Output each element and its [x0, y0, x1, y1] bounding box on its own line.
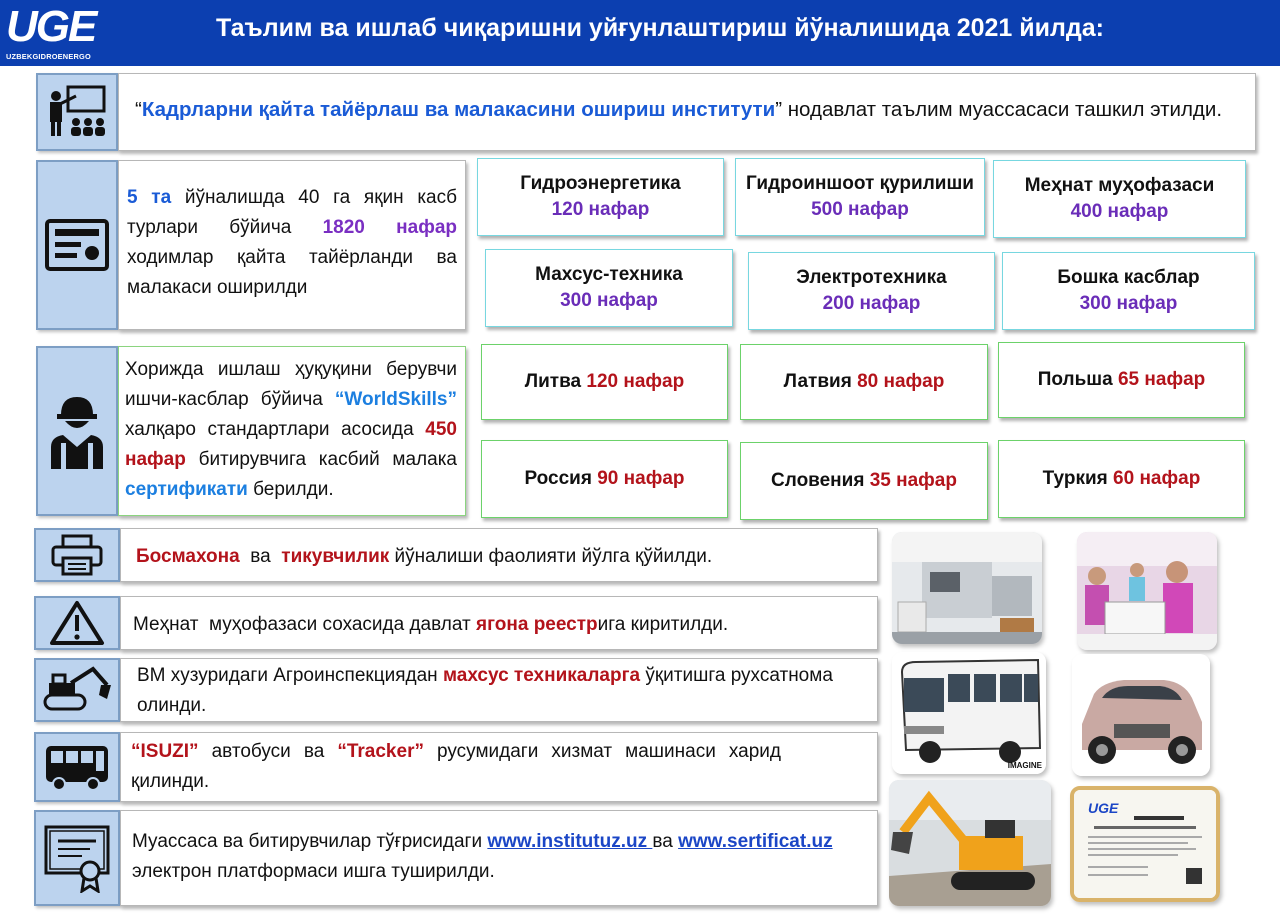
uge-logo: [4, 4, 102, 62]
stat-card-name: Гидроэнергетика: [520, 173, 681, 194]
country-value: 35 нафар: [869, 470, 957, 491]
bus-text: “ISUZI” автобуси ва “Tracker” русумидаги хизмат машинаси харид қилинди.: [131, 741, 781, 792]
stat-card-value: 300 нафар: [560, 290, 658, 311]
page-title: Таълим ва ишлаб чиқаришни уйғунлаштириш йўналишида 2021 йилда:: [215, 14, 1104, 42]
stat-card: [993, 160, 1246, 238]
certificate-logo: UGE: [1088, 800, 1119, 816]
worker-icon-tile: [36, 346, 118, 516]
excavator-icon-tile: [34, 658, 120, 722]
institute-name: Кадрларни қайта тайёрлаш ва малакасини ошириш институти: [141, 98, 776, 121]
stat-card-value: 500 нафар: [811, 199, 909, 220]
retraining-box: [118, 160, 466, 330]
country-value: 80 нафар: [857, 371, 945, 392]
stat-card: [485, 249, 733, 327]
stat-card-value: 120 нафар: [551, 199, 650, 220]
sertificat-link[interactable]: www.sertificat.uz: [678, 831, 833, 852]
diploma-icon: [42, 823, 112, 893]
sewing-workshop-photo: [1077, 532, 1217, 650]
excavator-icon: [41, 665, 113, 715]
bus-icon-tile: [34, 732, 120, 802]
institute-banner: [118, 73, 1256, 151]
web-text: Муассаса ва битирувчилар тўғрисидаги www.institutuz.uz ва www.sertificat.uz электрон платформаси ишга туширилди.: [132, 831, 833, 882]
printer-icon-tile: [34, 528, 120, 582]
country-card: [740, 344, 988, 420]
country-card: [481, 344, 728, 420]
stat-card-value: 300 нафар: [1079, 293, 1178, 314]
country-value: 90 нафар: [597, 468, 685, 489]
bus-row: [120, 732, 878, 802]
teacher-icon-tile: [36, 73, 118, 151]
certificate-photo: [1070, 786, 1220, 902]
warning-icon-tile: [34, 596, 120, 650]
stat-card: [748, 252, 995, 330]
retrained-count: 1820 нафар: [322, 217, 458, 238]
country-card: [998, 342, 1245, 418]
worldskills-brand: “WorldSkills”: [334, 389, 457, 410]
institutuz-link[interactable]: www.institutuz.uz: [487, 831, 653, 852]
stat-card: [735, 158, 985, 236]
country-name: Латвия: [783, 371, 852, 392]
stat-card-name: Электротехника: [796, 267, 947, 288]
stat-card-name: Махсус-техника: [535, 264, 683, 285]
country-name: Россия: [524, 468, 592, 489]
printing-row: [120, 528, 878, 582]
stat-card-name: Гидроиншоот қурилиши: [746, 173, 974, 194]
certificate-icon: [45, 219, 109, 271]
stat-card-value: 200 нафар: [822, 293, 921, 314]
country-value: 120 нафар: [586, 371, 685, 392]
stat-card-name: Бошка касблар: [1057, 267, 1200, 288]
stat-card-value: 400 нафар: [1070, 201, 1169, 222]
warning-icon: [49, 600, 105, 646]
agro-text: ВМ хузуридаги Агроинспекциядан махсус техникаларга ўқитишга рухсатнома олинди.: [137, 665, 833, 716]
worldskills-text: Хорижда ишлаш ҳуқуқини берувчи ишчи-касблар бўйича “WorldSkills” халқаро стандартлари асосида 450 нафар битирувчига касбий малака сертификати берилди.: [125, 359, 457, 500]
graduates-count: 450 нафар: [125, 419, 457, 470]
construction-worker-icon: [47, 391, 107, 471]
stat-card-name: Меҳнат муҳофазаси: [1024, 175, 1215, 196]
worldskills-box: [118, 346, 466, 516]
country-name: Туркия: [1042, 468, 1108, 489]
web-row: [120, 810, 878, 906]
logo-text: UGE: [6, 2, 96, 51]
country-card: [740, 442, 988, 520]
certificate-word: сертификати: [125, 479, 248, 500]
retraining-text: 5 та йўналишда 40 га яқин касб турлари бўйича 1820 нафар ходимлар қайта тайёрланди ва малакаси оширилди: [127, 187, 458, 298]
certificate-icon-tile: [36, 160, 118, 330]
directions-count: 5 та: [127, 187, 172, 208]
printing-machine-photo: [892, 532, 1042, 644]
country-name: Словения: [771, 470, 865, 491]
printing-text: Босмахона ва тикувчилик йўналиши фаолияти йўлга қўйилди.: [136, 546, 713, 567]
diploma-icon-tile: [34, 810, 120, 906]
safety-row: [120, 596, 878, 650]
safety-text: Меҳнат муҳофазаси сохасида давлат ягона реестрига киритилди.: [133, 614, 729, 635]
agro-row: [120, 658, 878, 722]
isuzu-bus-photo: [892, 652, 1046, 774]
logo-subtitle: UZBEKGIDROENERGO: [6, 52, 91, 61]
country-name: Польша: [1037, 369, 1113, 390]
photo-caption: IMAGINE: [1007, 761, 1042, 770]
country-card: [481, 440, 728, 518]
tracker-car-photo: [1072, 654, 1210, 776]
bus-icon: [43, 742, 111, 792]
country-value: 60 нафар: [1113, 468, 1201, 489]
teacher-board-icon: [46, 84, 108, 140]
stat-card: [477, 158, 724, 236]
excavator-photo: [889, 780, 1051, 906]
printer-icon: [51, 534, 103, 576]
institute-text: “Кадрларни қайта тайёрлаш ва малакасини ошириш институти” нодавлат таълим муассасаси ташкил этилди.: [135, 98, 1223, 121]
stat-card: [1002, 252, 1255, 330]
country-card: [998, 440, 1245, 518]
country-value: 65 нафар: [1117, 369, 1206, 390]
country-name: Литва: [524, 371, 582, 392]
